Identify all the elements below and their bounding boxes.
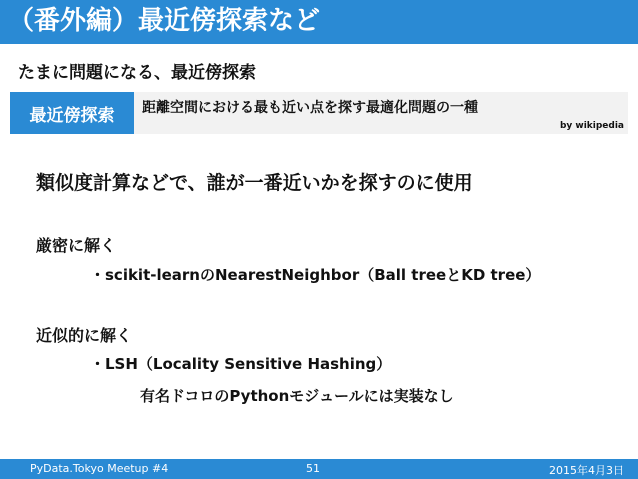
approx-method-note: 有名ドコロのPythonモジュールには実装なし xyxy=(140,387,454,405)
section-heading-exact: 厳密に解く xyxy=(36,236,117,255)
section-heading-approx: 近似的に解く xyxy=(36,326,133,345)
definition-label: 最近傍探索 xyxy=(10,92,134,134)
title-bar xyxy=(0,0,638,44)
definition-source: by wikipedia xyxy=(559,121,624,131)
footer-date: 2015年4月3日 xyxy=(549,464,624,477)
footer-bar xyxy=(0,459,638,479)
slide-title: （番外編）最近傍探索など xyxy=(8,6,321,36)
footer-event: PyData.Tokyo Meetup #4 xyxy=(30,462,169,475)
bullet-exact-method: ・scikit-learnのNearestNeighbor（Ball treeとKD tree） xyxy=(90,266,541,284)
definition-text: 距離空間における最も近い点を探す最適化問題の一種 xyxy=(142,100,478,116)
bullet-approx-method: ・LSH（Locality Sensitive Hashing） xyxy=(90,355,392,373)
slide-subtitle: たまに問題になる、最近傍探索 xyxy=(18,63,256,83)
footer-page-number: 51 xyxy=(306,462,320,475)
main-point: 類似度計算などで、誰が一番近いかを探すのに使用 xyxy=(36,172,473,194)
